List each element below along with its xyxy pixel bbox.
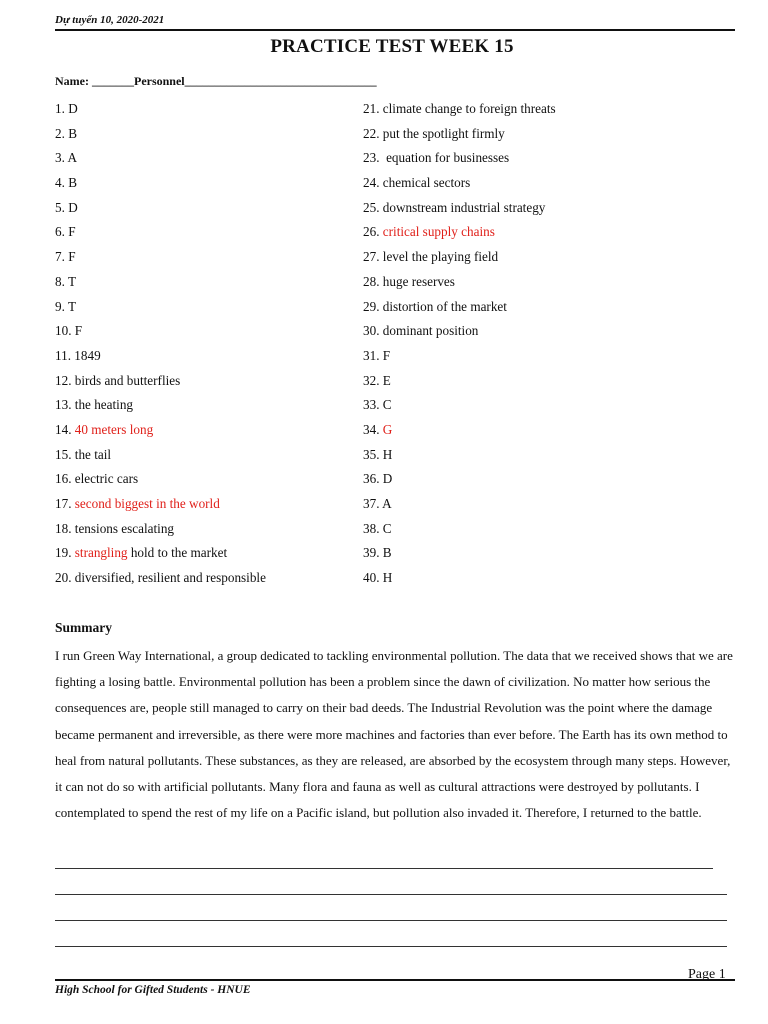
writing-line[interactable] — [55, 868, 713, 869]
answer-text: T — [67, 298, 77, 314]
answer-number: 24. — [363, 175, 380, 191]
answer-number: 19. — [55, 545, 72, 561]
answer-item — [55, 222, 355, 247]
answer-text: B — [68, 175, 77, 191]
writing-line[interactable] — [55, 946, 727, 947]
answer-number: 39. — [363, 545, 380, 561]
answer-number: 25. — [363, 199, 380, 215]
answer-number: 11. — [55, 347, 71, 363]
answer-text: B — [68, 125, 77, 141]
answer-number: 37. — [363, 496, 380, 511]
answer-number: 17. — [55, 496, 72, 511]
answer-item — [363, 173, 663, 198]
answer-number: 38. — [363, 520, 380, 536]
footer-rule — [55, 979, 735, 981]
answer-text: F — [68, 224, 76, 240]
answer-item — [55, 371, 355, 396]
answer-number: 7. — [55, 249, 65, 265]
answer-item — [363, 346, 663, 371]
name-field[interactable]: Name: _______Personnel________________________________ — [55, 74, 377, 88]
answer-text: D — [68, 101, 78, 116]
answer-number: 35. — [363, 446, 380, 462]
answer-text: 40 meters long — [74, 421, 154, 437]
answer-item — [363, 99, 663, 124]
answer-item — [55, 321, 355, 346]
answer-item — [55, 272, 355, 297]
answer-number: 1. — [55, 101, 65, 116]
answer-item — [55, 247, 355, 272]
page-title: PRACTICE TEST WEEK 15 — [270, 36, 514, 57]
answer-number: 8. — [55, 273, 65, 289]
answer-text: H — [382, 446, 393, 462]
answer-item — [55, 445, 355, 470]
answer-item — [363, 371, 663, 396]
answer-item — [55, 469, 355, 494]
answer-text: downstream industrial strategy — [382, 199, 546, 215]
answer-number: 29. — [363, 298, 380, 314]
answer-item — [363, 469, 663, 494]
header-note: Dự tuyển 10, 2020-2021 — [55, 14, 165, 26]
summary-heading: Summary — [55, 620, 112, 635]
answer-text: A — [382, 496, 392, 511]
answer-text: H — [382, 570, 393, 586]
answer-item — [363, 321, 663, 346]
answer-text: hold to the market — [127, 545, 228, 561]
answer-number: 20. — [55, 570, 72, 586]
answer-text: E — [382, 372, 391, 388]
answer-text: D — [68, 199, 78, 215]
answer-number: 33. — [363, 397, 380, 413]
page-number: Page 1 — [688, 967, 726, 982]
answer-item — [363, 198, 663, 223]
answer-item — [55, 124, 355, 149]
answer-text: T — [67, 273, 77, 289]
answer-text: C — [382, 520, 392, 536]
answer-item — [55, 519, 355, 544]
answer-text: A — [67, 150, 77, 166]
answer-number: 21. — [363, 101, 380, 116]
answer-column-left — [55, 99, 355, 593]
answer-item — [363, 568, 663, 593]
writing-line[interactable] — [55, 920, 727, 921]
answer-item — [55, 346, 355, 371]
answer-text: F — [74, 323, 83, 339]
answer-number: 18. — [55, 520, 72, 536]
answer-number: 4. — [55, 175, 65, 191]
answer-text: climate change to foreign threats — [382, 101, 556, 116]
answer-number: 34. — [363, 421, 380, 437]
answer-text: critical supply chains — [382, 224, 495, 240]
answer-text: 1849 — [74, 347, 101, 363]
answer-text: dominant position — [382, 323, 479, 339]
answer-item — [363, 272, 663, 297]
answer-text: distortion of the market — [382, 298, 507, 314]
answer-item — [55, 395, 355, 420]
answer-item — [55, 198, 355, 223]
answer-item — [55, 568, 355, 593]
answer-number: 40. — [363, 570, 380, 586]
answer-item — [363, 445, 663, 470]
answer-number: 3. — [55, 150, 65, 166]
answer-item — [363, 420, 663, 445]
answer-column-right — [363, 99, 663, 593]
answer-text: F — [382, 347, 391, 363]
header-rule — [55, 29, 735, 31]
answer-text: electric cars — [74, 471, 139, 487]
answer-number: 28. — [363, 273, 380, 289]
answer-item — [55, 173, 355, 198]
answer-text: the heating — [74, 397, 134, 413]
answer-text: F — [68, 249, 76, 265]
answer-item — [55, 99, 355, 124]
answer-text: put the spotlight firmly — [382, 125, 505, 141]
answer-item — [363, 543, 663, 568]
answer-text: level the playing field — [382, 249, 499, 265]
answer-number: 13. — [55, 397, 72, 413]
answer-number: 31. — [363, 347, 380, 363]
answer-text: second biggest in the world — [74, 496, 220, 511]
answer-number: 14. — [55, 421, 72, 437]
answer-item — [363, 247, 663, 272]
summary-paragraph: I run Green Way International, a group dedicated to tackling environmental pollution. The data that we received shows that we are fighting a losing battle. Environmental pollution has been a problem since the dawn of civilization. No matter how serious the consequences are, people still managed to carry on their bad deeds. The Industrial Revolution was the point where the damage became permanent and irreversible, as there were more machines and factories than ever before. The Earth has its own method to heal from natural pollutants. These substances, as they are released, are absorbed by the ecosystem through many steps. However, it can not do so with artificial pollutants. Many flora and fauna as well as cultural attractions were destroyed by pollutants. I contemplated to spend the rest of my life on a Pacific island, but pollution also invaded it. Therefore, I returned to the battle. — [55, 648, 733, 821]
answer-item — [363, 494, 663, 519]
answer-number: 15. — [55, 446, 72, 462]
answer-number: 12. — [55, 372, 72, 388]
answer-number: 2. — [55, 125, 65, 141]
answer-number: 27. — [363, 249, 380, 265]
answer-number: 10. — [55, 323, 72, 339]
answer-item — [363, 148, 663, 173]
answer-text: birds and butterflies — [74, 372, 181, 388]
answer-number: 6. — [55, 224, 65, 240]
answer-text: diversified, resilient and responsible — [74, 570, 266, 586]
answer-item — [55, 297, 355, 322]
answer-number: 22. — [363, 125, 380, 141]
answer-text: equation for businesses — [382, 150, 510, 166]
answer-number: 32. — [363, 372, 380, 388]
answer-text: chemical sectors — [382, 175, 471, 191]
answer-number: 30. — [363, 323, 380, 339]
footer-note: High School for Gifted Students - HNUE — [55, 984, 251, 996]
answer-number: 5. — [55, 199, 65, 215]
answer-text: tensions escalating — [74, 520, 175, 536]
answer-item — [363, 395, 663, 420]
answer-number: 9. — [55, 298, 65, 314]
answer-number: 36. — [363, 471, 380, 487]
answer-number: 26. — [363, 224, 380, 240]
answer-text: G — [382, 421, 393, 437]
answer-text: B — [382, 545, 392, 561]
answer-item — [55, 148, 355, 173]
answer-text: strangling — [74, 545, 128, 561]
answer-text: huge reserves — [382, 273, 455, 289]
answer-number: 16. — [55, 471, 72, 487]
answer-text: D — [382, 471, 393, 487]
answer-item — [55, 494, 355, 519]
answer-number: 23. — [363, 150, 380, 166]
answer-text: C — [382, 397, 392, 413]
writing-line[interactable] — [55, 894, 727, 895]
answer-item — [363, 297, 663, 322]
answer-item — [363, 124, 663, 149]
answer-item — [363, 222, 663, 247]
answer-item — [363, 519, 663, 544]
answer-item — [55, 543, 355, 568]
answer-text: the tail — [74, 446, 112, 462]
answer-item — [55, 420, 355, 445]
